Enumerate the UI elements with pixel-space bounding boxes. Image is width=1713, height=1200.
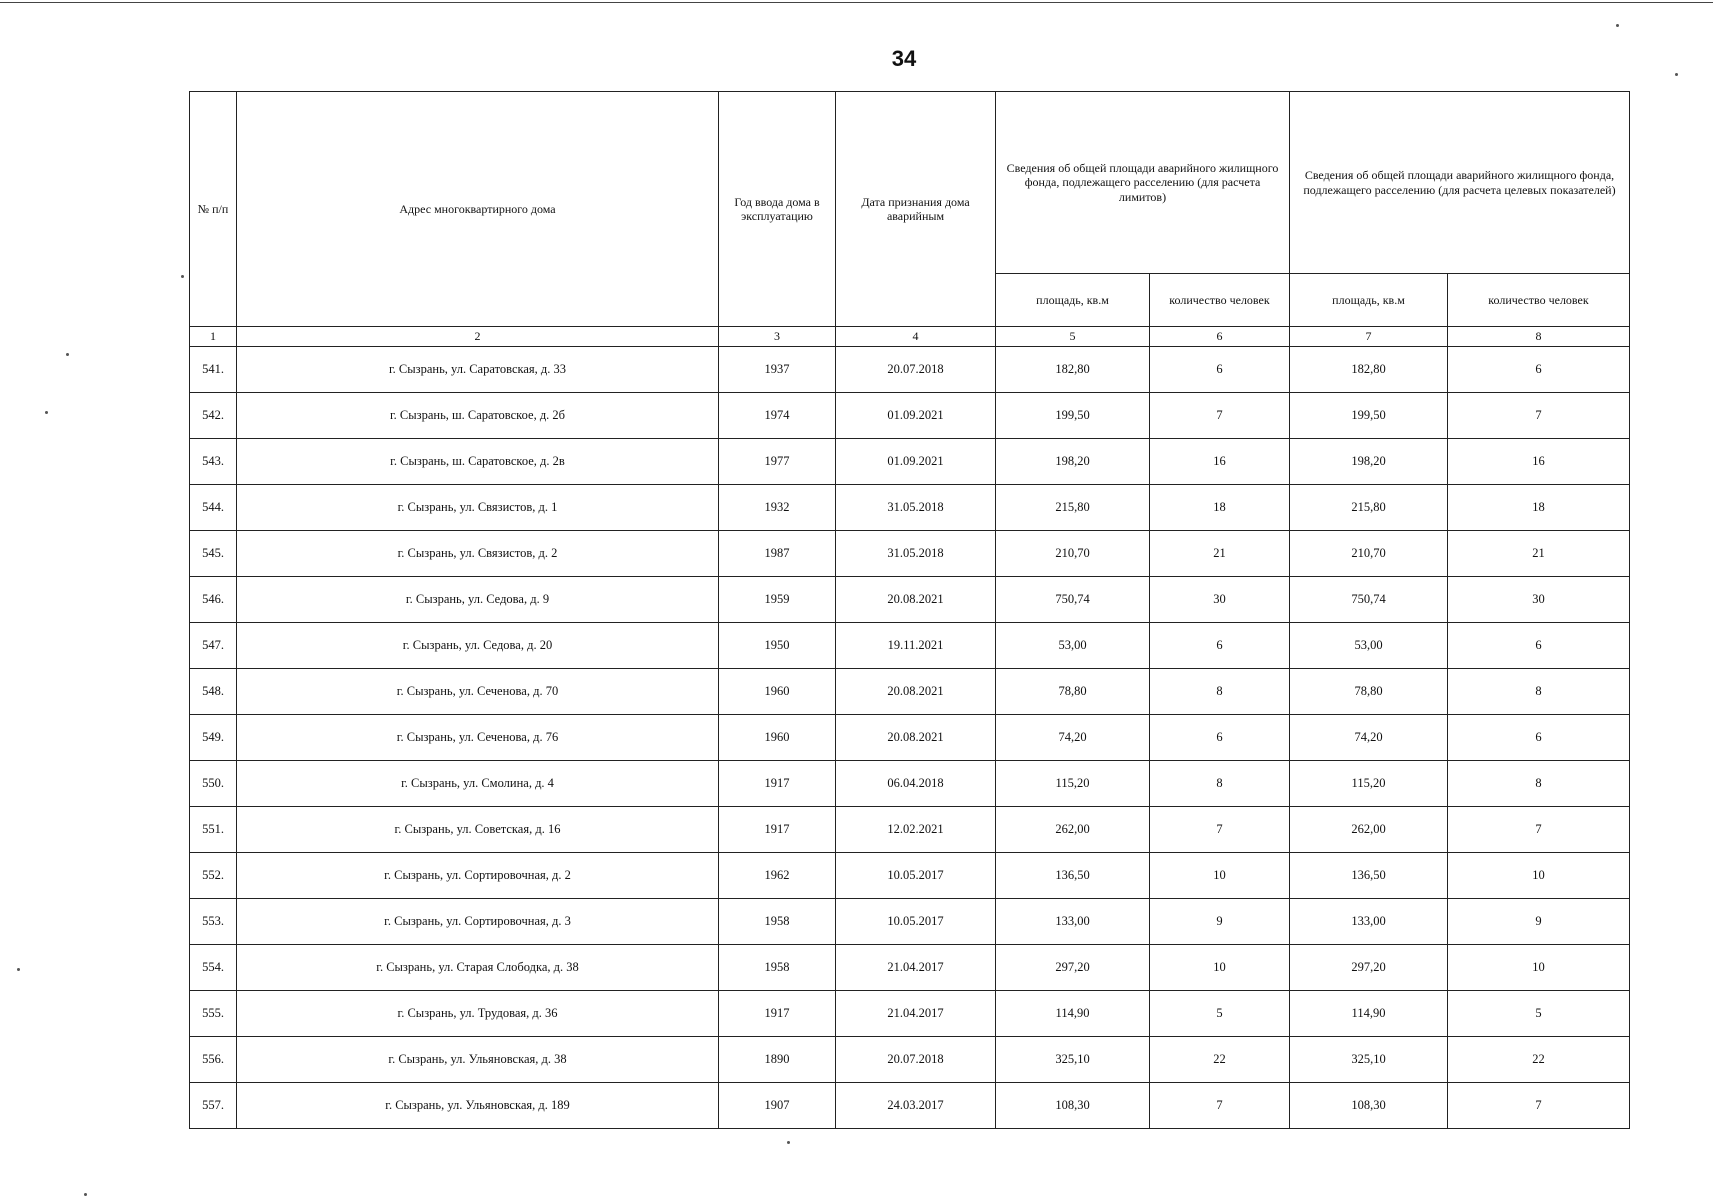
header-area-limits: площадь, кв.м	[996, 274, 1150, 327]
year-cell: 1977	[719, 439, 836, 485]
scan-speck	[1616, 24, 1619, 27]
scan-speck	[45, 411, 48, 414]
area-limits-cell: 53,00	[996, 623, 1150, 669]
address-cell: г. Сызрань, ул. Ульяновская, д. 189	[237, 1083, 719, 1129]
people-limits-cell: 8	[1150, 761, 1290, 807]
table-row	[190, 853, 1630, 899]
address-cell: г. Сызрань, ул. Сортировочная, д. 2	[237, 853, 719, 899]
area-limits-cell: 199,50	[996, 393, 1150, 439]
column-number: 4	[836, 327, 996, 347]
people-targets-cell: 16	[1448, 439, 1630, 485]
emergency-date-cell: 20.07.2018	[836, 1037, 996, 1083]
area-limits-cell: 108,30	[996, 1083, 1150, 1129]
people-limits-cell: 9	[1150, 899, 1290, 945]
year-cell: 1890	[719, 1037, 836, 1083]
table-row	[190, 899, 1630, 945]
address-cell: г. Сызрань, ул. Старая Слободка, д. 38	[237, 945, 719, 991]
emergency-date-cell: 31.05.2018	[836, 531, 996, 577]
area-targets-cell: 114,90	[1290, 991, 1448, 1037]
row-number: 551.	[190, 807, 237, 853]
emergency-date-cell: 20.08.2021	[836, 715, 996, 761]
table-row	[190, 991, 1630, 1037]
address-cell: г. Сызрань, ул. Сеченова, д. 70	[237, 669, 719, 715]
area-targets-cell: 750,74	[1290, 577, 1448, 623]
emergency-date-cell: 01.09.2021	[836, 393, 996, 439]
people-targets-cell: 9	[1448, 899, 1630, 945]
header-people-limits: количество человек	[1150, 274, 1290, 327]
table-row	[190, 1037, 1630, 1083]
header-group-targets: Сведения об общей площади аварийного жилищного фонда, подлежащего расселению (для расчета целевых показателей)	[1290, 92, 1630, 274]
year-cell: 1960	[719, 669, 836, 715]
people-targets-cell: 5	[1448, 991, 1630, 1037]
column-number: 1	[190, 327, 237, 347]
people-limits-cell: 22	[1150, 1037, 1290, 1083]
address-cell: г. Сызрань, ул. Связистов, д. 1	[237, 485, 719, 531]
year-cell: 1932	[719, 485, 836, 531]
emergency-date-cell: 21.04.2017	[836, 991, 996, 1037]
row-number: 548.	[190, 669, 237, 715]
row-number: 553.	[190, 899, 237, 945]
year-cell: 1960	[719, 715, 836, 761]
year-cell: 1907	[719, 1083, 836, 1129]
area-targets-cell: 198,20	[1290, 439, 1448, 485]
header-year-built: Год ввода дома в эксплуатацию	[719, 92, 836, 327]
area-targets-cell: 136,50	[1290, 853, 1448, 899]
area-targets-cell: 74,20	[1290, 715, 1448, 761]
table-row	[190, 945, 1630, 991]
year-cell: 1958	[719, 899, 836, 945]
scan-speck	[1675, 73, 1678, 76]
address-cell: г. Сызрань, ул. Саратовская, д. 33	[237, 347, 719, 393]
year-cell: 1987	[719, 531, 836, 577]
address-cell: г. Сызрань, ул. Советская, д. 16	[237, 807, 719, 853]
column-number: 3	[719, 327, 836, 347]
area-targets-cell: 53,00	[1290, 623, 1448, 669]
people-targets-cell: 7	[1448, 1083, 1630, 1129]
table-row	[190, 761, 1630, 807]
table-row	[190, 347, 1630, 393]
area-targets-cell: 115,20	[1290, 761, 1448, 807]
people-targets-cell: 8	[1448, 761, 1630, 807]
address-cell: г. Сызрань, ул. Седова, д. 20	[237, 623, 719, 669]
address-cell: г. Сызрань, ул. Трудовая, д. 36	[237, 991, 719, 1037]
year-cell: 1937	[719, 347, 836, 393]
people-targets-cell: 22	[1448, 1037, 1630, 1083]
page-number: 34	[891, 46, 917, 71]
header-group-limits: Сведения об общей площади аварийного жилищного фонда, подлежащего расселению (для расчета лимитов)	[996, 92, 1290, 274]
table-row	[190, 577, 1630, 623]
emergency-date-cell: 20.07.2018	[836, 347, 996, 393]
column-number: 5	[996, 327, 1150, 347]
people-targets-cell: 6	[1448, 715, 1630, 761]
year-cell: 1917	[719, 807, 836, 853]
emergency-date-cell: 20.08.2021	[836, 577, 996, 623]
table-row	[190, 669, 1630, 715]
address-cell: г. Сызрань, ул. Седова, д. 9	[237, 577, 719, 623]
people-targets-cell: 7	[1448, 393, 1630, 439]
address-cell: г. Сызрань, ул. Сортировочная, д. 3	[237, 899, 719, 945]
address-cell: г. Сызрань, ул. Смолина, д. 4	[237, 761, 719, 807]
people-limits-cell: 6	[1150, 347, 1290, 393]
area-limits-cell: 74,20	[996, 715, 1150, 761]
row-number: 550.	[190, 761, 237, 807]
area-targets-cell: 199,50	[1290, 393, 1448, 439]
area-targets-cell: 133,00	[1290, 899, 1448, 945]
emergency-date-cell: 10.05.2017	[836, 853, 996, 899]
row-number: 542.	[190, 393, 237, 439]
scan-speck	[181, 275, 184, 278]
emergency-date-cell: 21.04.2017	[836, 945, 996, 991]
row-number: 541.	[190, 347, 237, 393]
address-cell: г. Сызрань, ул. Ульяновская, д. 38	[237, 1037, 719, 1083]
row-number: 549.	[190, 715, 237, 761]
column-number: 7	[1290, 327, 1448, 347]
area-limits-cell: 210,70	[996, 531, 1150, 577]
scan-speck	[787, 1141, 790, 1144]
header-address: Адрес многоквартирного дома	[237, 92, 719, 327]
people-limits-cell: 10	[1150, 853, 1290, 899]
table-row	[190, 623, 1630, 669]
row-number: 547.	[190, 623, 237, 669]
emergency-date-cell: 19.11.2021	[836, 623, 996, 669]
scan-speck	[17, 968, 20, 971]
column-number: 8	[1448, 327, 1630, 347]
header-people-targets: количество человек	[1448, 274, 1630, 327]
column-number: 6	[1150, 327, 1290, 347]
table-row	[190, 1083, 1630, 1129]
table-body	[190, 347, 1630, 1129]
address-cell: г. Сызрань, ш. Саратовское, д. 2б	[237, 393, 719, 439]
area-targets-cell: 78,80	[1290, 669, 1448, 715]
header-area-targets: площадь, кв.м	[1290, 274, 1448, 327]
people-targets-cell: 10	[1448, 945, 1630, 991]
scan-speck	[84, 1193, 87, 1196]
address-cell: г. Сызрань, ш. Саратовское, д. 2в	[237, 439, 719, 485]
table-row	[190, 393, 1630, 439]
area-limits-cell: 182,80	[996, 347, 1150, 393]
year-cell: 1950	[719, 623, 836, 669]
row-number: 545.	[190, 531, 237, 577]
people-limits-cell: 6	[1150, 715, 1290, 761]
address-cell: г. Сызрань, ул. Сеченова, д. 76	[237, 715, 719, 761]
people-limits-cell: 8	[1150, 669, 1290, 715]
people-limits-cell: 7	[1150, 1083, 1290, 1129]
table-row	[190, 485, 1630, 531]
area-targets-cell: 108,30	[1290, 1083, 1448, 1129]
area-limits-cell: 136,50	[996, 853, 1150, 899]
area-limits-cell: 133,00	[996, 899, 1150, 945]
address-cell: г. Сызрань, ул. Связистов, д. 2	[237, 531, 719, 577]
people-limits-cell: 6	[1150, 623, 1290, 669]
row-number: 546.	[190, 577, 237, 623]
emergency-date-cell: 12.02.2021	[836, 807, 996, 853]
emergency-date-cell: 01.09.2021	[836, 439, 996, 485]
people-targets-cell: 10	[1448, 853, 1630, 899]
table-row	[190, 439, 1630, 485]
row-number: 552.	[190, 853, 237, 899]
year-cell: 1958	[719, 945, 836, 991]
scan-speck	[66, 353, 69, 356]
header-emergency-date: Дата признания дома аварийным	[836, 92, 996, 327]
emergency-date-cell: 24.03.2017	[836, 1083, 996, 1129]
emergency-date-cell: 10.05.2017	[836, 899, 996, 945]
people-limits-cell: 21	[1150, 531, 1290, 577]
column-numbers-row	[190, 327, 1630, 347]
emergency-housing-table	[189, 91, 1630, 1129]
emergency-date-cell: 31.05.2018	[836, 485, 996, 531]
people-limits-cell: 16	[1150, 439, 1290, 485]
area-targets-cell: 325,10	[1290, 1037, 1448, 1083]
people-targets-cell: 7	[1448, 807, 1630, 853]
row-number: 556.	[190, 1037, 237, 1083]
people-targets-cell: 21	[1448, 531, 1630, 577]
area-limits-cell: 750,74	[996, 577, 1150, 623]
year-cell: 1917	[719, 761, 836, 807]
area-targets-cell: 262,00	[1290, 807, 1448, 853]
people-targets-cell: 30	[1448, 577, 1630, 623]
people-limits-cell: 7	[1150, 393, 1290, 439]
area-targets-cell: 210,70	[1290, 531, 1448, 577]
people-targets-cell: 6	[1448, 347, 1630, 393]
area-targets-cell: 215,80	[1290, 485, 1448, 531]
people-limits-cell: 10	[1150, 945, 1290, 991]
area-limits-cell: 325,10	[996, 1037, 1150, 1083]
people-targets-cell: 8	[1448, 669, 1630, 715]
area-targets-cell: 297,20	[1290, 945, 1448, 991]
top-border-line	[0, 2, 1713, 3]
year-cell: 1974	[719, 393, 836, 439]
people-limits-cell: 18	[1150, 485, 1290, 531]
row-number: 544.	[190, 485, 237, 531]
area-limits-cell: 297,20	[996, 945, 1150, 991]
year-cell: 1962	[719, 853, 836, 899]
row-number: 554.	[190, 945, 237, 991]
area-targets-cell: 182,80	[1290, 347, 1448, 393]
area-limits-cell: 198,20	[996, 439, 1150, 485]
people-limits-cell: 7	[1150, 807, 1290, 853]
year-cell: 1959	[719, 577, 836, 623]
table-row	[190, 715, 1630, 761]
area-limits-cell: 215,80	[996, 485, 1150, 531]
people-targets-cell: 6	[1448, 623, 1630, 669]
area-limits-cell: 115,20	[996, 761, 1150, 807]
table-row	[190, 807, 1630, 853]
people-targets-cell: 18	[1448, 485, 1630, 531]
column-number: 2	[237, 327, 719, 347]
row-number: 543.	[190, 439, 237, 485]
emergency-date-cell: 06.04.2018	[836, 761, 996, 807]
header-row-number: № п/п	[190, 92, 237, 327]
people-limits-cell: 5	[1150, 991, 1290, 1037]
year-cell: 1917	[719, 991, 836, 1037]
row-number: 557.	[190, 1083, 237, 1129]
people-limits-cell: 30	[1150, 577, 1290, 623]
area-limits-cell: 114,90	[996, 991, 1150, 1037]
table-row	[190, 531, 1630, 577]
emergency-date-cell: 20.08.2021	[836, 669, 996, 715]
area-limits-cell: 78,80	[996, 669, 1150, 715]
row-number: 555.	[190, 991, 237, 1037]
area-limits-cell: 262,00	[996, 807, 1150, 853]
